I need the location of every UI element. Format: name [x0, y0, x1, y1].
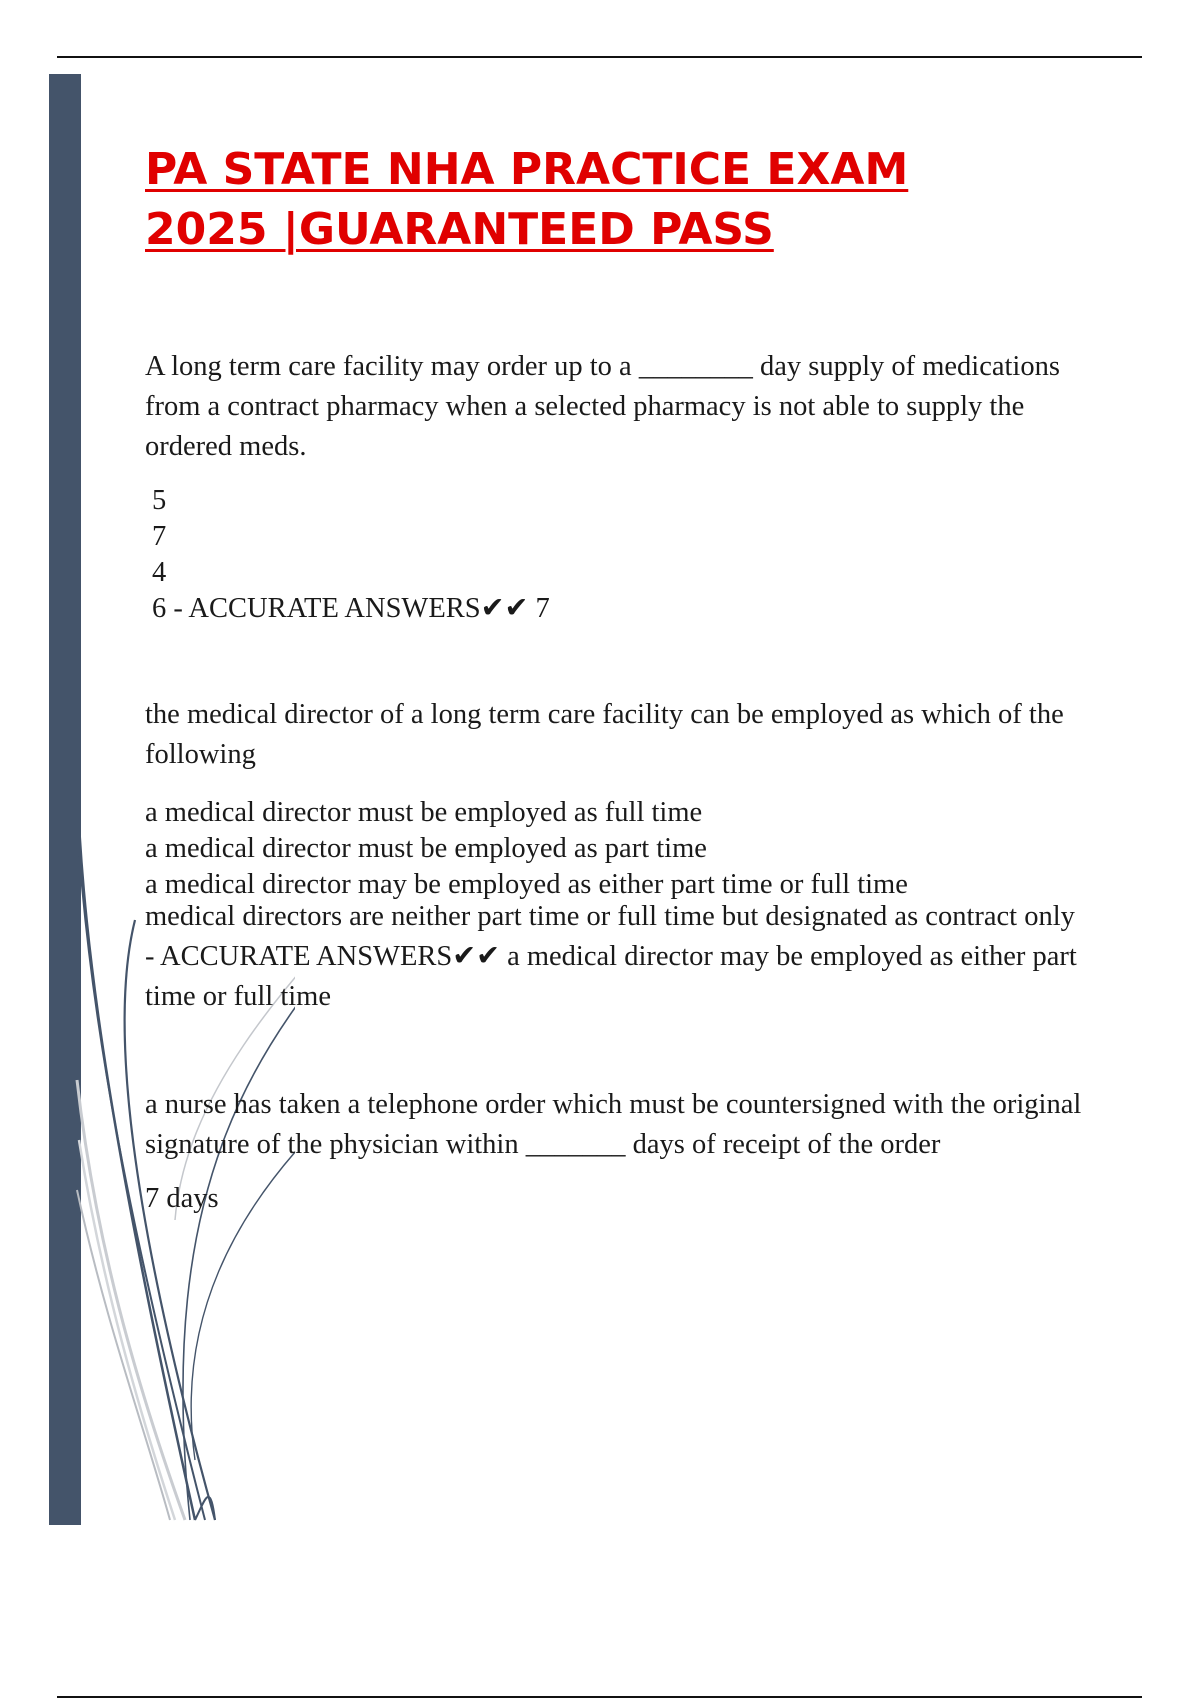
title-line-1: PA STATE NHA PRACTICE EXAM [145, 144, 909, 195]
answer-choice: a medical director must be employed as part time [145, 833, 707, 864]
bottom-rule [57, 1696, 1142, 1698]
choice-list [145, 1181, 1090, 1217]
choice-list [145, 483, 1090, 627]
question-2 [145, 695, 1090, 1017]
title-line-2: 2025 |GUARANTEED PASS [145, 204, 774, 255]
question-prompt: A long term care facility may order up to a ________ day supply of medications from a contract pharmacy when a selected pharmacy is not able to supply the ordered meds. [145, 351, 1060, 462]
answer-choice: medical directors are neither part time or full time but designated as contract only - ACCURATE ANSWERS✔✔ a medical director may be employed as either part time or full time [145, 901, 1077, 1012]
question-1 [145, 347, 1090, 627]
answer-choice: 4 [152, 557, 167, 588]
answer-choice: 7 days [145, 1183, 219, 1214]
answer-choice: a medical director must be employed as full time [145, 797, 703, 828]
answer-choice: 6 - ACCURATE ANSWERS✔✔ 7 [152, 593, 550, 624]
top-rule [57, 56, 1142, 58]
exam-content [145, 347, 1090, 1217]
question-prompt: a nurse has taken a telephone order which must be countersigned with the original signature of the physician within _______ days of receipt of the order [145, 1089, 1082, 1160]
answer-choice: a medical director may be employed as either part time or full time [145, 869, 908, 900]
choice-list [145, 795, 1090, 1017]
page-title [145, 140, 1045, 260]
question-3 [145, 1085, 1090, 1217]
question-prompt: the medical director of a long term care facility can be employed as which of the following [145, 699, 1064, 770]
answer-choice: 5 [152, 485, 167, 516]
answer-choice: 7 [152, 521, 167, 552]
